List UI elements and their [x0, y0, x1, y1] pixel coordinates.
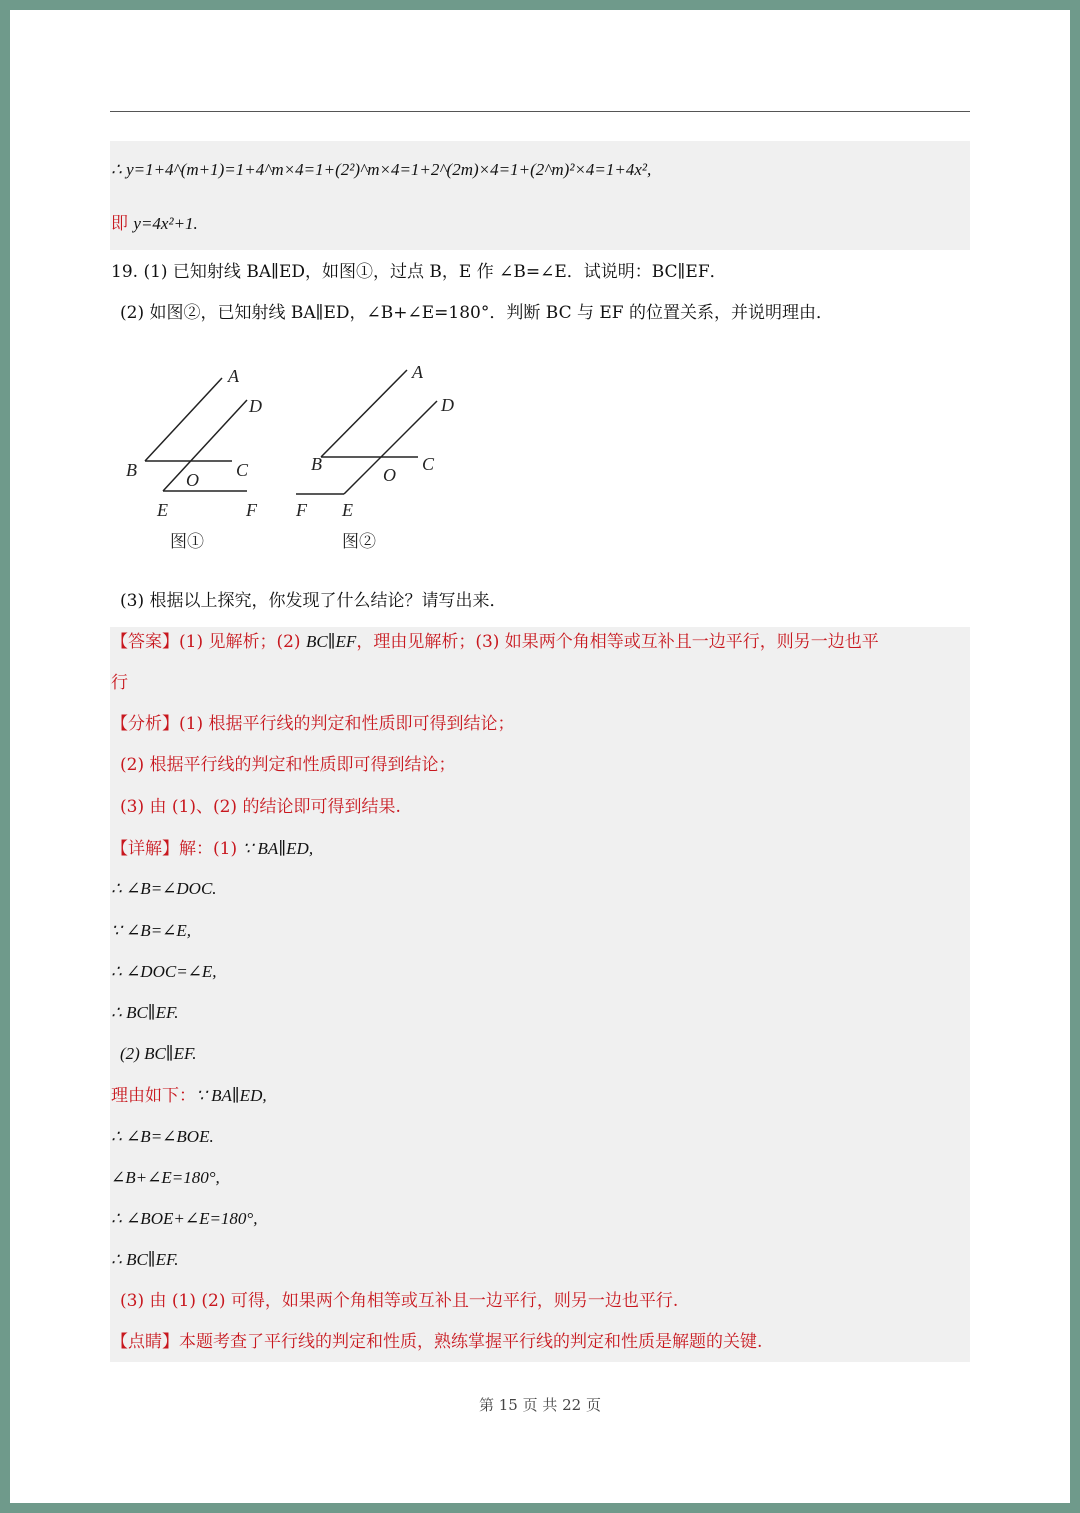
ray-ed	[163, 400, 247, 491]
formula-line-1: ∴ y=1+4^(m+1)=1+4^m×4=1+(2²)^m×4=1+2^(2m)×4=1+(2^m)²×4=1+4x²,	[111, 160, 652, 179]
fig2-label-a: A	[412, 362, 423, 382]
answer-text-a: (1) 见解析；(2)	[179, 632, 306, 652]
fig1-label-f: F	[246, 500, 257, 520]
fig1-label-d: D	[249, 396, 262, 416]
comment-text: 本题考查了平行线的判定和性质，熟练掌握平行线的判定和性质是解题的关键.	[179, 1332, 763, 1352]
fig1-label-a: A	[228, 366, 239, 386]
fig2-label-o: O	[383, 465, 396, 485]
question-part-1: 19. (1) 已知射线 BA∥ED，如图①，过点 B，E 作 ∠B=∠E．试说明：BC∥EF．	[111, 262, 727, 282]
geometry-figures	[110, 350, 470, 530]
page-footer: 第 15 页 共 22 页	[478, 1396, 601, 1414]
detail-step-8: ∴ ∠B=∠BOE.	[111, 1127, 214, 1146]
fig2-label-b: B	[311, 454, 322, 474]
detail-step-5: ∴ BC∥EF.	[111, 1003, 179, 1022]
formula-result: y=4x²+1.	[133, 214, 198, 233]
document-page	[10, 10, 1070, 1503]
detail-step-7: ∵ BA∥ED,	[196, 1086, 267, 1105]
detail-intro: 解：(1)	[179, 839, 243, 859]
answer-line-2: 行	[111, 673, 128, 693]
ray-ba	[145, 378, 222, 461]
figure-2	[296, 370, 437, 494]
fig1-label-o: O	[186, 470, 199, 490]
fig1-label-c: C	[236, 460, 249, 480]
fig2-label-f: F	[296, 500, 307, 520]
detail-step-10: ∴ ∠BOE+∠E=180°,	[111, 1209, 258, 1228]
answer-text-b: ，理由见解析；(3) 如果两个角相等或互补且一边平行，则另一边也平	[356, 632, 879, 652]
detail-step-3: ∵ ∠B=∠E,	[111, 921, 192, 940]
detail-step-6: (2) BC∥EF.	[120, 1044, 197, 1063]
header-rule	[110, 111, 970, 112]
analysis-text-1: (1) 根据平行线的判定和性质即可得到结论；	[179, 714, 515, 734]
formula-prefix: 即	[111, 214, 128, 234]
analysis-line-1	[111, 713, 514, 735]
detail-tag: 【详解】	[111, 839, 179, 859]
detail-line-7	[111, 1085, 267, 1107]
answer-line-1	[111, 631, 879, 653]
shaded-block-top	[110, 141, 970, 250]
shaded-block-solution	[110, 627, 970, 1362]
figure-1-caption: 图①	[170, 532, 204, 552]
detail-step-4: ∴ ∠DOC=∠E,	[111, 962, 217, 981]
answer-tag: 【答案】	[111, 632, 179, 652]
question-part-2: (2) 如图②，已知射线 BA∥ED，∠B+∠E=180°．判断 BC 与 EF 的位置关系，并说明理由．	[120, 303, 834, 323]
comment-tag: 【点睛】	[111, 1332, 179, 1352]
fig2-label-c: C	[422, 454, 435, 474]
detail-step-1: ∵ BA∥ED,	[242, 839, 314, 858]
analysis-line-3: (3) 由 (1)、(2) 的结论即可得到结果.	[120, 797, 401, 817]
detail-line-1	[111, 838, 313, 860]
fig2-label-d: D	[441, 395, 454, 415]
detail-step-9: ∠B+∠E=180°,	[111, 1168, 220, 1187]
detail-reason-text: 理由如下：	[111, 1086, 196, 1106]
detail-step-11: ∴ BC∥EF.	[111, 1250, 179, 1269]
analysis-tag: 【分析】	[111, 714, 179, 734]
detail-step-2: ∴ ∠B=∠DOC.	[111, 879, 217, 898]
comment-line	[111, 1331, 762, 1353]
fig2-label-e: E	[342, 500, 353, 520]
analysis-line-2: (2) 根据平行线的判定和性质即可得到结论；	[120, 755, 456, 775]
fig1-label-b: B	[126, 460, 137, 480]
question-part-3: (3) 根据以上探究，你发现了什么结论？请写出来．	[120, 591, 507, 611]
fig1-label-e: E	[157, 500, 168, 520]
formula-line-2	[111, 213, 198, 235]
answer-math: BC∥EF	[305, 632, 357, 651]
figure-2-caption: 图②	[342, 532, 376, 552]
detail-step-12: (3) 由 (1) (2) 可得，如果两个角相等或互补且一边平行，则另一边也平行.	[120, 1291, 679, 1311]
